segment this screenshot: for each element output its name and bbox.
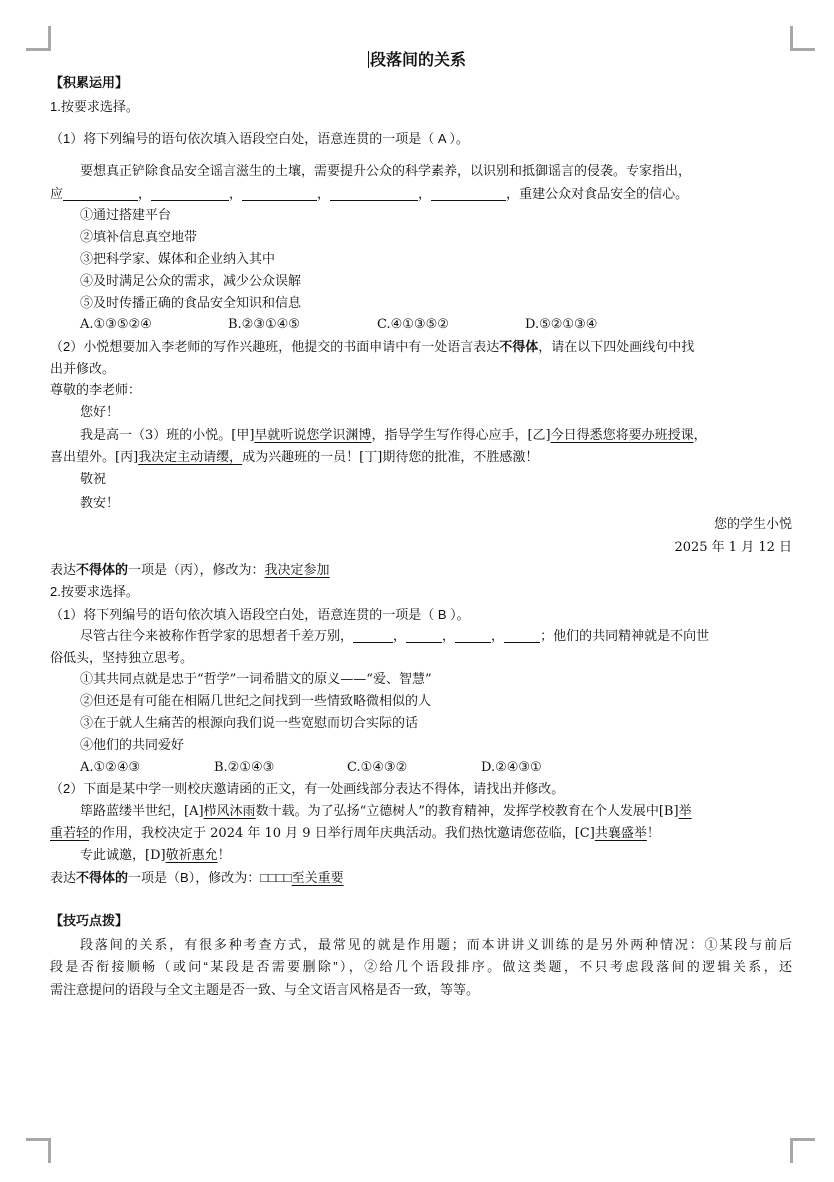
choice-b: B.②①④③ (214, 760, 275, 775)
underlined-bing: 我决定主动请缨， (138, 450, 243, 465)
underlined-b-part1: 举 (678, 804, 692, 819)
fill-blank[interactable] (330, 185, 418, 201)
letter-signature: 您的学生小悦 (713, 517, 792, 532)
choice-c: C.④①③⑤② (377, 317, 449, 332)
question-2-heading: 2.按要求选择。 (50, 584, 139, 599)
tips-paragraph-line-2: 段是否衔接顺畅（或问“某段是否需要删除”），②给几个语段排序。做这类题，不只考虑段落间的逻辑关系，还 (50, 959, 792, 974)
answer-revision: 至关重要 (291, 870, 344, 885)
letter-salutation: 尊敬的李老师： (50, 383, 142, 398)
choice-a: A.①②④③ (80, 760, 141, 775)
underlined-c: 共襄盛举 (594, 826, 647, 841)
question-1-heading: 1.按要求选择。 (50, 99, 139, 114)
q2-answer: 表达不得体的一项是（B），修改为：□□□□至关重要 (50, 870, 344, 885)
q1-answer: 表达不得体的一项是（丙），修改为：我决定参加 (50, 562, 330, 577)
underlined-d: 敬祈惠允 (165, 848, 218, 863)
q1-option-1: ①通过搭建平台 (80, 208, 172, 223)
letter-closing-2: 教安！ (80, 496, 120, 511)
page-title: 段落间的关系 (369, 52, 466, 69)
q1-passage-line-1: 要想真正铲除食品安全谣言滋生的土壤，需要提升公众的科学素养，以识别和抵御谣言的侵袭。专家指出， (80, 164, 692, 179)
invitation-line-2: 重若轻的作用，我校决定于 2024 年 10 月 9 日举行周年庆典活动。我们热忱邀请您莅临，[C]共襄盛举！ (50, 826, 660, 841)
question-1-2-stem-cont: 出并修改。 (50, 361, 116, 376)
crop-mark-top-right (790, 26, 815, 51)
section-header-accumulation: 【积累运用】 (50, 75, 129, 90)
tips-paragraph-line-1: 段落间的关系，有很多种考查方式，最常见的就是作用题；而本讲讲义训练的是另外两种情况：①某段与前后 (80, 937, 792, 952)
choice-b: B.②③①④⑤ (228, 317, 300, 332)
choice-d: D.②④③① (481, 760, 542, 775)
letter-paragraph-line-2: 喜出望外。[丙]我决定主动请缨，成为兴趣班的一员！[丁]期待您的批准，不胜感激！ (50, 450, 539, 465)
invitation-line-1: 筚路蓝缕半世纪，[A]栉风沐雨数十载。为了弘扬“立德树人”的教育精神，发挥学校教育在个人发展中[B]举 (80, 804, 692, 819)
underlined-yi: 今日得悉您将要办班授课 (550, 428, 694, 443)
letter-greeting: 您好！ (80, 405, 120, 420)
underlined-b-part2: 重若轻 (50, 826, 90, 841)
fill-blank[interactable] (151, 185, 229, 201)
q2-choices (0, 758, 834, 778)
letter-closing-1: 敬祝 (80, 472, 107, 487)
crop-mark-top-left (26, 26, 51, 51)
invitation-line-3: 专此诚邀，[D]敬祈惠允！ (80, 848, 231, 863)
question-2-2-stem: （2）下面是某中学一则校庆邀请函的正文，有一处画线部分表达不得体，请找出并修改。 (50, 781, 565, 796)
answer-revision: 我决定参加 (264, 562, 330, 577)
fill-blank[interactable] (455, 627, 491, 643)
choice-a: A.①③⑤②④ (80, 317, 152, 332)
text-cursor (368, 51, 369, 68)
q1-option-2: ②填补信息真空地带 (80, 230, 198, 245)
crop-mark-bottom-left (26, 1138, 51, 1163)
q2-option-3: ③在于就人生痛苦的根源向我们说一些宽慰而切合实际的话 (80, 716, 419, 731)
question-1-2-stem: （2）小悦想要加入李老师的写作兴趣班，他提交的书面申请中有一处语言表达不得体，请在以下四处画线句中找 (50, 339, 695, 354)
underlined-a: 栉风沐雨 (203, 804, 256, 819)
q2-option-2: ②但还是有可能在相隔几世纪之间找到一些情致略微相似的人 (80, 694, 432, 709)
q2-option-4: ④他们的共同爱好 (80, 738, 185, 753)
q1-choices (0, 315, 834, 335)
fill-blank[interactable] (504, 627, 540, 643)
section-header-tips: 【技巧点拨】 (50, 913, 129, 928)
q2-passage-line-2: 俗低头，坚持独立思考。 (50, 651, 194, 666)
q2-option-1: ①其共同点就是忠于“哲学”一词希腊文的原义——“爱、智慧” (80, 672, 432, 687)
question-2-1-stem: （1）将下列编号的语句依次填入语段空白处，语意连贯的一项是（ B ）。 (50, 607, 470, 622)
q1-option-3: ③把科学家、媒体和企业纳入其中 (80, 252, 276, 267)
underlined-jia: 早就听说您学识渊博 (254, 428, 372, 443)
tips-paragraph-line-3: 需注意提问的语段与全文主题是否一致、与全文语言风格是否一致，等等。 (50, 982, 480, 997)
question-1-1-stem: （1）将下列编号的语句依次填入语段空白处，语意连贯的一项是（ A ）。 (50, 131, 469, 146)
q2-passage-line-1: 尽管古往今来被称作哲学家的思想者千差万别， ， ， ， ；他们的共同精神就是不向世 (80, 629, 710, 644)
q1-option-4: ④及时满足公众的需求，减少公众误解 (80, 274, 302, 289)
crop-mark-bottom-right (790, 1138, 815, 1163)
choice-c: C.①④③② (347, 760, 408, 775)
fill-blank[interactable] (431, 185, 506, 201)
fill-blank[interactable] (353, 627, 393, 643)
letter-date: 2025 年 1 月 12 日 (674, 540, 792, 555)
letter-paragraph-line-1: 我是高一（3）班的小悦。[甲]早就听说您学识渊博，指导学生写作得心应手，[乙]今日得悉您将要办班授课， (80, 428, 707, 443)
fill-blank[interactable] (63, 185, 138, 201)
q1-passage-line-2: 应 ， ， ， ， ，重建公众对食品安全的信心。 (50, 187, 689, 202)
fill-blank[interactable] (406, 627, 442, 643)
choice-d: D.⑤②①③④ (525, 317, 598, 332)
q1-option-5: ⑤及时传播正确的食品安全知识和信息 (80, 296, 302, 311)
fill-blank[interactable] (242, 185, 317, 201)
